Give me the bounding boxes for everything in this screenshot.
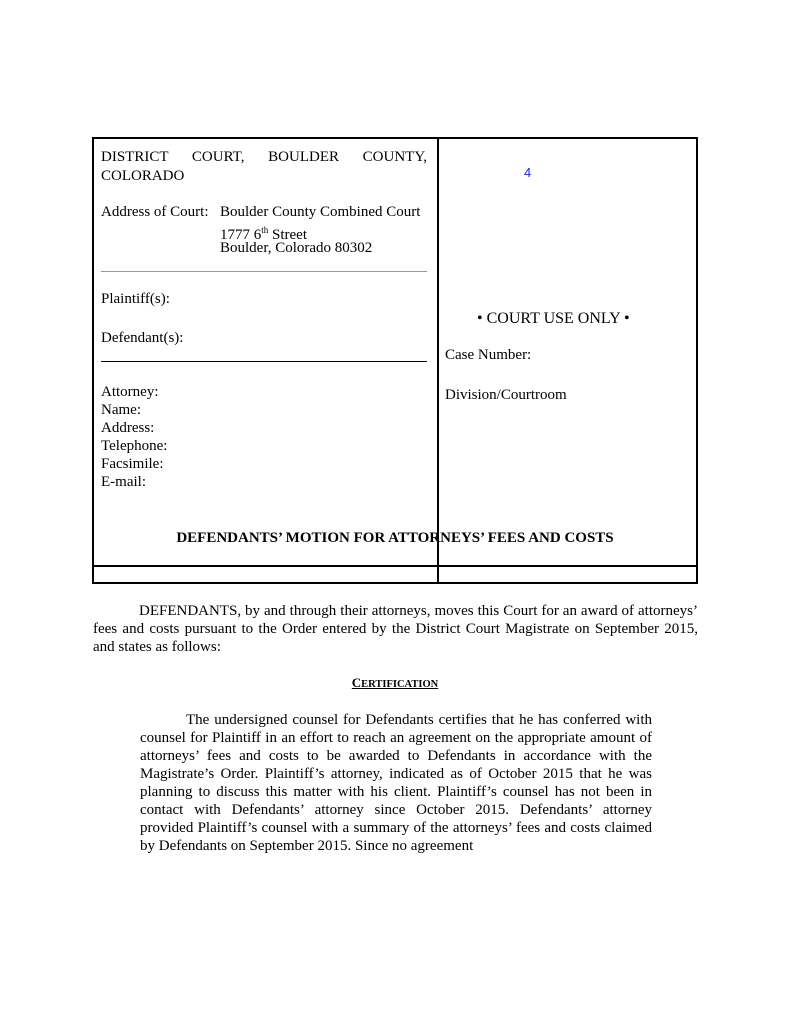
caption-thin-separator xyxy=(101,271,427,272)
attorney-facsimile-label: Facsimile: xyxy=(101,456,164,472)
defendant-label: Defendant(s): xyxy=(101,330,184,346)
caption-border-top xyxy=(92,137,698,139)
caption-border-bottom xyxy=(92,582,698,584)
address-line-1: Boulder County Combined Court xyxy=(220,204,421,220)
court-use-only: • COURT USE ONLY • xyxy=(477,310,630,327)
certification-heading xyxy=(93,675,697,691)
court-name: DISTRICT COURT, BOULDER COUNTY, COLORADO xyxy=(101,149,427,184)
attorney-name-label: Name: xyxy=(101,402,141,418)
address-street-number: 1777 6 xyxy=(220,227,262,243)
caption-party-underline xyxy=(101,361,427,362)
attorney-address-label: Address: xyxy=(101,420,155,436)
certification-paragraph: The undersigned counsel for Defendants certifies that he has conferred with counsel for Plaintiff in an effort to reach an agreement on the appropriate amount of attorneys’ fees and costs to be awarded to Defendants in accordance with the Magistrate’s Order. Plaintiff’s attorney, indicated as of October 2015 that he was planning to discuss this matter with his client. Plaintiff’s counsel has not been in contact with Defendants’ attorney since October 2015. Defendants’ attorney provided Plaintiff’s counsel with a summary of the attorneys’ fees and costs claimed by Defendants on September 2015. Since no agreement xyxy=(140,712,652,854)
address-street-ordinal: th xyxy=(261,225,269,235)
caption-column-divider xyxy=(437,137,439,584)
intro-paragraph: DEFENDANTS, by and through their attorneys, moves this Court for an award of attorneys’ fees and costs pursuant to the Order entered by the District Court Magistrate on September 2015, and states as follows: xyxy=(93,603,698,655)
caption-border-right xyxy=(696,137,698,584)
caption-number-marker: 4 xyxy=(524,165,532,180)
address-label: Address of Court: xyxy=(101,204,209,220)
certification-heading-rest: ERTIFICATION xyxy=(361,679,439,690)
attorney-telephone-label: Telephone: xyxy=(101,438,168,454)
attorney-label: Attorney: xyxy=(101,384,159,400)
division-courtroom-label: Division/Courtroom xyxy=(445,387,567,403)
caption-border-left xyxy=(92,137,94,584)
attorney-email-label: E-mail: xyxy=(101,474,146,490)
certification-heading-initial: C xyxy=(351,675,362,690)
address-line-3: Boulder, Colorado 80302 xyxy=(220,240,373,256)
document-title: DEFENDANTS’ MOTION FOR ATTORNEYS’ FEES AND COSTS xyxy=(176,530,614,546)
case-number-label: Case Number: xyxy=(445,347,532,363)
address-street-word: Street xyxy=(268,227,308,243)
caption-row-divider xyxy=(92,565,698,567)
plaintiff-label: Plaintiff(s): xyxy=(101,291,170,307)
